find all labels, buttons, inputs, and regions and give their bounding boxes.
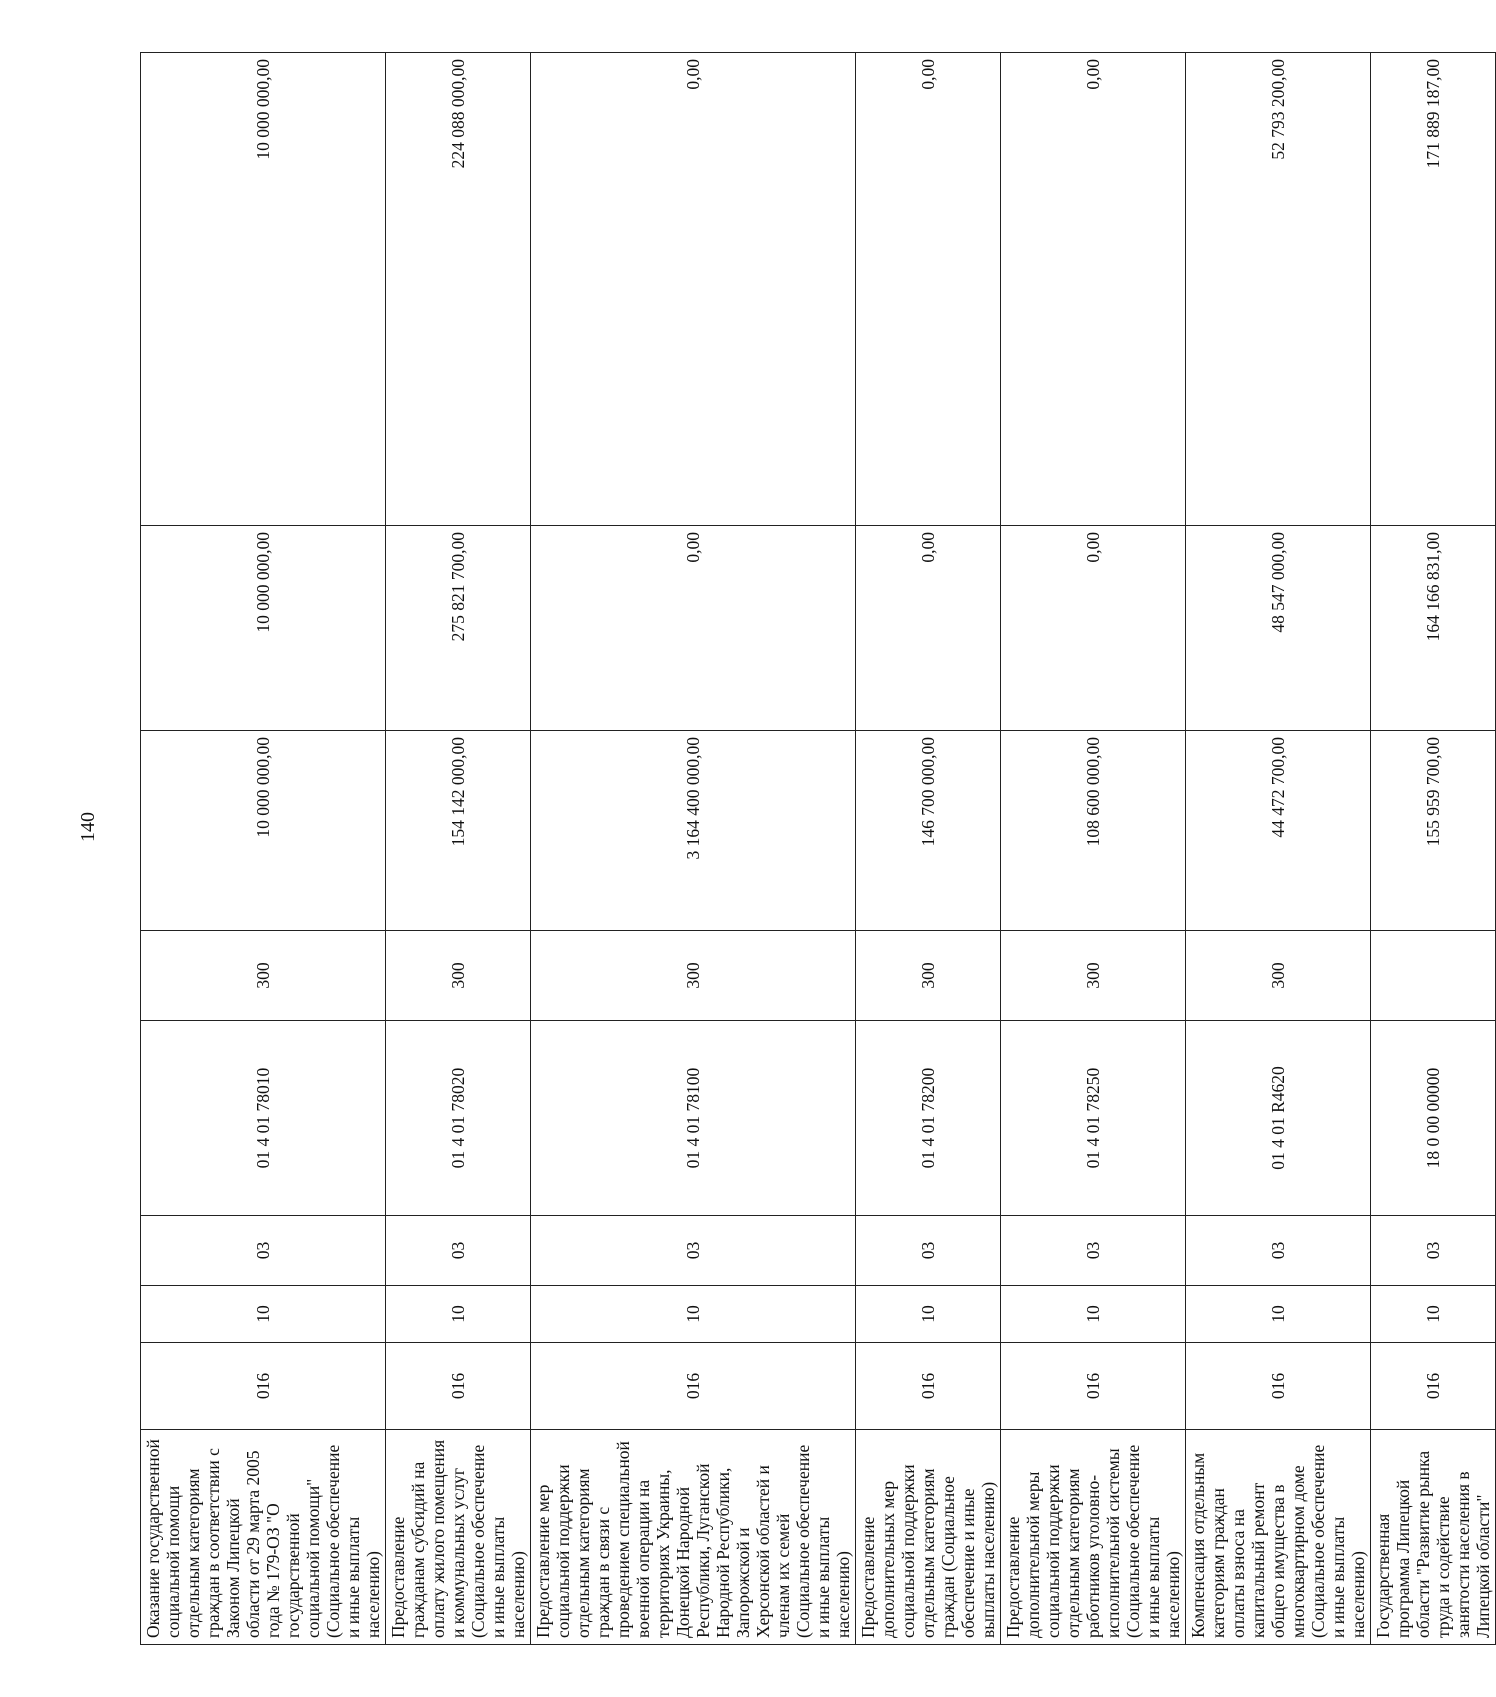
expense-type-code: 300 bbox=[856, 931, 1001, 1021]
amount-year-2: 275 821 700,00 bbox=[386, 526, 531, 731]
table-row bbox=[1371, 53, 1496, 1645]
subsection-code: 03 bbox=[856, 1216, 1001, 1286]
target-item-code: 01 4 01 78100 bbox=[531, 1021, 856, 1216]
ministry-code: 016 bbox=[531, 1343, 856, 1430]
row-description: Предоставление дополнительных мер социальной поддержки отдельным категориям граждан (Социальное обеспечение и иные выплаты населению) bbox=[856, 1430, 1001, 1645]
amount-year-1: 3 164 400 000,00 bbox=[531, 731, 856, 931]
amount-year-1: 154 142 000,00 bbox=[386, 731, 531, 931]
expense-type-code: 300 bbox=[1186, 931, 1371, 1021]
section-code: 10 bbox=[141, 1286, 386, 1343]
ministry-code: 016 bbox=[386, 1343, 531, 1430]
amount-year-3: 224 088 000,00 bbox=[386, 53, 531, 526]
amount-year-1: 155 959 700,00 bbox=[1371, 731, 1496, 931]
amount-year-1: 44 472 700,00 bbox=[1186, 731, 1371, 931]
expense-type-code: 300 bbox=[141, 931, 386, 1021]
ministry-code: 016 bbox=[856, 1343, 1001, 1430]
section-code: 10 bbox=[856, 1286, 1001, 1343]
subsection-code: 03 bbox=[1186, 1216, 1371, 1286]
amount-year-2: 0,00 bbox=[531, 526, 856, 731]
section-code: 10 bbox=[1001, 1286, 1186, 1343]
subsection-code: 03 bbox=[1371, 1216, 1496, 1286]
subsection-code: 03 bbox=[141, 1216, 386, 1286]
amount-year-2: 10 000 000,00 bbox=[141, 526, 386, 731]
amount-year-3: 52 793 200,00 bbox=[1186, 53, 1371, 526]
amount-year-2: 164 166 831,00 bbox=[1371, 526, 1496, 731]
subsection-code: 03 bbox=[386, 1216, 531, 1286]
row-description: Предоставление дополнительной меры социальной поддержки отдельным категориям работников уголовно-исполнительной системы (Социальное обеспечение и иные выплаты населению) bbox=[1001, 1430, 1186, 1645]
row-description: Оказание государственной социальной помощи отдельным категориям граждан в соответствии с Законом Липецкой области от 29 марта 2005 года № 179-ОЗ "О государственной социальной помощи" (Социальное обеспечение и иные выплаты населению) bbox=[141, 1430, 386, 1645]
row-description: Предоставление гражданам субсидий на оплату жилого помещения и коммунальных услуг (Социальное обеспечение и иные выплаты населению) bbox=[386, 1430, 531, 1645]
table-row bbox=[856, 53, 1001, 1645]
row-description: Государственная программа Липецкой области "Развитие рынка труда и содействие занятости населения в Липецкой области" bbox=[1371, 1430, 1496, 1645]
subsection-code: 03 bbox=[531, 1216, 856, 1286]
amount-year-1: 10 000 000,00 bbox=[141, 731, 386, 931]
target-item-code: 01 4 01 78020 bbox=[386, 1021, 531, 1216]
page-number: 140 bbox=[77, 812, 99, 842]
amount-year-2: 0,00 bbox=[1001, 526, 1186, 731]
table-row bbox=[1186, 53, 1371, 1645]
ministry-code: 016 bbox=[1001, 1343, 1186, 1430]
ministry-code: 016 bbox=[1371, 1343, 1496, 1430]
row-description: Предоставление мер социальной поддержки отдельным категориям граждан в связи с проведением специальной военной операции на территориях Украины, Донецкой Народной Республики, Луганской Народной Республики, Запорожской и Херсонской областей и членам их семей (Социальное обеспечение и иные выплаты населению) bbox=[531, 1430, 856, 1645]
subsection-code: 03 bbox=[1001, 1216, 1186, 1286]
target-item-code: 01 4 01 R4620 bbox=[1186, 1021, 1371, 1216]
table-row bbox=[386, 53, 531, 1645]
row-description: Компенсация отдельным категориям граждан оплаты взноса на капитальный ремонт общего имущества в многоквартирном доме (Социальное обеспечение и иные выплаты населению) bbox=[1186, 1430, 1371, 1645]
expense-type-code bbox=[1371, 931, 1496, 1021]
section-code: 10 bbox=[531, 1286, 856, 1343]
amount-year-2: 48 547 000,00 bbox=[1186, 526, 1371, 731]
table-row bbox=[1001, 53, 1186, 1645]
section-code: 10 bbox=[1371, 1286, 1496, 1343]
amount-year-1: 108 600 000,00 bbox=[1001, 731, 1186, 931]
table-row bbox=[141, 53, 386, 1645]
target-item-code: 01 4 01 78200 bbox=[856, 1021, 1001, 1216]
target-item-code: 01 4 01 78010 bbox=[141, 1021, 386, 1216]
budget-table bbox=[140, 52, 1496, 1645]
target-item-code: 01 4 01 78250 bbox=[1001, 1021, 1186, 1216]
expense-type-code: 300 bbox=[1001, 931, 1186, 1021]
amount-year-3: 10 000 000,00 bbox=[141, 53, 386, 526]
expense-type-code: 300 bbox=[531, 931, 856, 1021]
amount-year-3: 0,00 bbox=[856, 53, 1001, 526]
amount-year-3: 171 889 187,00 bbox=[1371, 53, 1496, 526]
budget-table-container bbox=[140, 53, 1493, 1645]
ministry-code: 016 bbox=[141, 1343, 386, 1430]
amount-year-2: 0,00 bbox=[856, 526, 1001, 731]
table-row bbox=[531, 53, 856, 1645]
amount-year-3: 0,00 bbox=[1001, 53, 1186, 526]
section-code: 10 bbox=[386, 1286, 531, 1343]
amount-year-1: 146 700 000,00 bbox=[856, 731, 1001, 931]
section-code: 10 bbox=[1186, 1286, 1371, 1343]
target-item-code: 18 0 00 00000 bbox=[1371, 1021, 1496, 1216]
amount-year-3: 0,00 bbox=[531, 53, 856, 526]
expense-type-code: 300 bbox=[386, 931, 531, 1021]
ministry-code: 016 bbox=[1186, 1343, 1371, 1430]
